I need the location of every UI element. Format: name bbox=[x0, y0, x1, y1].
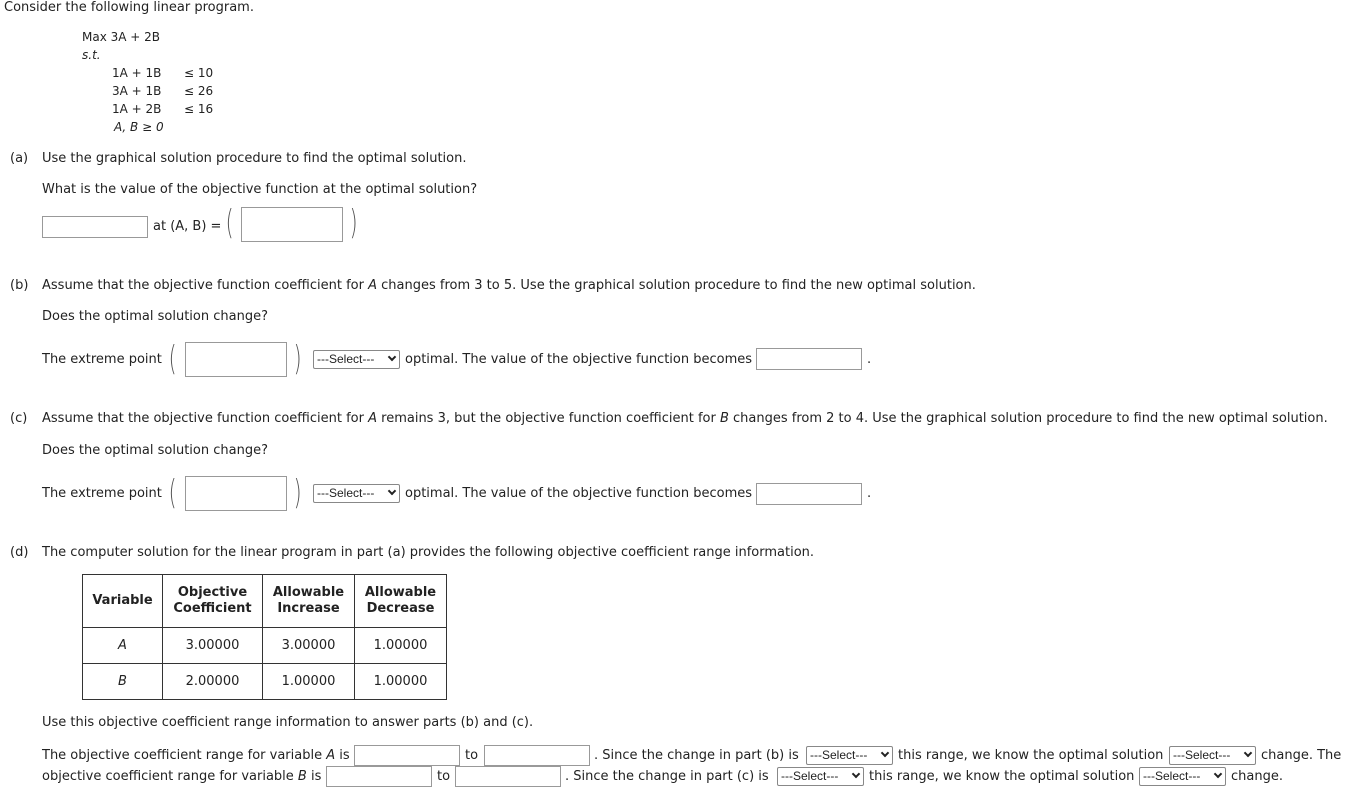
part-c-text: Assume that the objective function coefficient for A remains 3, but the objective function coefficient for B changes from 2 to 4. Use the graphical solution procedure to find the new optimal solution. bbox=[42, 411, 1328, 426]
lp-objective bbox=[82, 30, 160, 44]
part-b-range-select[interactable] bbox=[806, 746, 893, 765]
var-b: B bbox=[297, 769, 307, 784]
select-value: ---Select--- bbox=[1143, 769, 1201, 783]
cell-coefficient: 2.00000 bbox=[163, 664, 263, 700]
constraint-2-rhs: ≤ 26 bbox=[184, 84, 214, 98]
part-a-objective-input[interactable] bbox=[42, 216, 148, 238]
cell-variable: A bbox=[83, 628, 163, 664]
part-a-text: Use the graphical solution procedure to find the optimal solution. bbox=[42, 151, 467, 166]
part-b-question: Does the optimal solution change? bbox=[42, 309, 268, 324]
lp-st: s.t. bbox=[82, 48, 101, 62]
to-label: to bbox=[437, 769, 451, 784]
part-a-question: What is the value of the objective function at the optimal solution? bbox=[42, 182, 478, 197]
part-b-optimal-text: optimal. The value of the objective function becomes bbox=[405, 352, 753, 367]
select-value: ---Select--- bbox=[781, 769, 839, 783]
range-b-upper-input[interactable] bbox=[455, 766, 561, 787]
cell-coefficient: 3.00000 bbox=[163, 628, 263, 664]
part-c-question: Does the optimal solution change? bbox=[42, 443, 268, 458]
to-label: to bbox=[465, 748, 479, 763]
prefix-text: The objective coefficient range for variable bbox=[42, 748, 323, 763]
part-b-value-input[interactable] bbox=[756, 348, 862, 370]
select-value: ---Select--- bbox=[1173, 748, 1231, 762]
period: . bbox=[867, 486, 872, 501]
since-b-text: . Since the change in part (b) is bbox=[594, 748, 799, 763]
part-b-label: (b) bbox=[10, 278, 29, 293]
is-text: is bbox=[310, 769, 322, 784]
header-allowable-decrease: Allowable Decrease bbox=[355, 575, 447, 628]
part-c-point-input[interactable] bbox=[185, 476, 287, 511]
end-text: change. The bbox=[1261, 748, 1342, 763]
open-paren-icon: ( bbox=[168, 473, 177, 513]
range-b-prefix bbox=[42, 769, 321, 784]
part-b-text: Assume that the objective function coefficient for A changes from 3 to 5. Use the graphical solution procedure to find the new optimal solution. bbox=[42, 278, 976, 293]
table-header-row bbox=[83, 575, 447, 628]
cell-decrease: 1.00000 bbox=[355, 664, 447, 700]
constraint-3-rhs: ≤ 16 bbox=[184, 102, 214, 116]
header-allowable-increase: Allowable Increase bbox=[263, 575, 355, 628]
range-a-upper-input[interactable] bbox=[484, 745, 590, 766]
mid-text: this range, we know the optimal solution bbox=[869, 769, 1135, 784]
objective-prefix: Max bbox=[82, 30, 107, 44]
chevron-down-icon bbox=[881, 749, 889, 757]
chevron-down-icon bbox=[1244, 749, 1252, 757]
constraint-1-lhs: 1A + 1B bbox=[112, 66, 162, 80]
chevron-down-icon bbox=[1214, 770, 1222, 778]
part-a-label: (a) bbox=[10, 151, 29, 166]
part-a-at-label: at (A, B) = bbox=[153, 219, 222, 234]
part-d-text: The computer solution for the linear program in part (a) provides the following objective coefficient range information. bbox=[42, 545, 815, 560]
part-a-point-input[interactable] bbox=[241, 207, 343, 242]
cell-increase: 1.00000 bbox=[263, 664, 355, 700]
close-paren-icon: ) bbox=[349, 203, 358, 243]
objective-expr: 3A + 2B bbox=[110, 30, 161, 44]
range-table bbox=[82, 574, 447, 700]
table-row bbox=[83, 664, 447, 700]
part-c-extreme-label: The extreme point bbox=[42, 486, 162, 501]
select-value: ---Select--- bbox=[810, 748, 868, 762]
open-paren-icon: ( bbox=[225, 203, 234, 243]
mid-text: this range, we know the optimal solution bbox=[898, 748, 1164, 763]
part-b-optimal-select[interactable] bbox=[313, 350, 400, 369]
part-c-change-select[interactable] bbox=[1139, 767, 1226, 786]
part-c-value-input[interactable] bbox=[756, 483, 862, 505]
cell-variable: B bbox=[83, 664, 163, 700]
table-row bbox=[83, 628, 447, 664]
constraint-3-lhs: 1A + 2B bbox=[112, 102, 162, 116]
select-value: ---Select--- bbox=[317, 486, 375, 500]
is-text: is bbox=[339, 748, 350, 763]
var-a: A bbox=[326, 748, 336, 763]
header-variable: Variable bbox=[83, 575, 163, 628]
chevron-down-icon bbox=[388, 353, 396, 361]
intro-text: Consider the following linear program. bbox=[4, 0, 254, 15]
part-b-change-select[interactable] bbox=[1169, 746, 1256, 765]
header-objective-coefficient: Objective Coefficient bbox=[163, 575, 263, 628]
since-c-text: . Since the change in part (c) is bbox=[565, 769, 769, 784]
constraint-2-lhs: 3A + 1B bbox=[112, 84, 162, 98]
part-b-extreme-label: The extreme point bbox=[42, 352, 162, 367]
part-c-label: (c) bbox=[10, 411, 28, 426]
part-c-optimal-text: optimal. The value of the objective function becomes bbox=[405, 486, 753, 501]
part-c-optimal-select[interactable] bbox=[313, 484, 400, 503]
part-c-range-select[interactable] bbox=[777, 767, 864, 786]
select-value: ---Select--- bbox=[317, 352, 375, 366]
end-text: change. bbox=[1231, 769, 1283, 784]
part-d-label: (d) bbox=[10, 545, 29, 560]
use-info-text: Use this objective coefficient range information to answer parts (b) and (c). bbox=[42, 715, 534, 730]
chevron-down-icon bbox=[852, 770, 860, 778]
cell-decrease: 1.00000 bbox=[355, 628, 447, 664]
chevron-down-icon bbox=[388, 487, 396, 495]
constraint-1-rhs: ≤ 10 bbox=[184, 66, 214, 80]
period: . bbox=[867, 352, 872, 367]
part-b-point-input[interactable] bbox=[185, 342, 287, 377]
prefix-text: objective coefficient range for variable bbox=[42, 769, 294, 784]
cell-increase: 3.00000 bbox=[263, 628, 355, 664]
range-b-lower-input[interactable] bbox=[326, 766, 432, 787]
nonneg-constraint: A, B ≥ 0 bbox=[114, 120, 164, 134]
close-paren-icon: ) bbox=[293, 339, 302, 379]
close-paren-icon: ) bbox=[293, 473, 302, 513]
range-a-prefix bbox=[42, 748, 350, 763]
range-a-lower-input[interactable] bbox=[354, 745, 460, 766]
open-paren-icon: ( bbox=[168, 339, 177, 379]
